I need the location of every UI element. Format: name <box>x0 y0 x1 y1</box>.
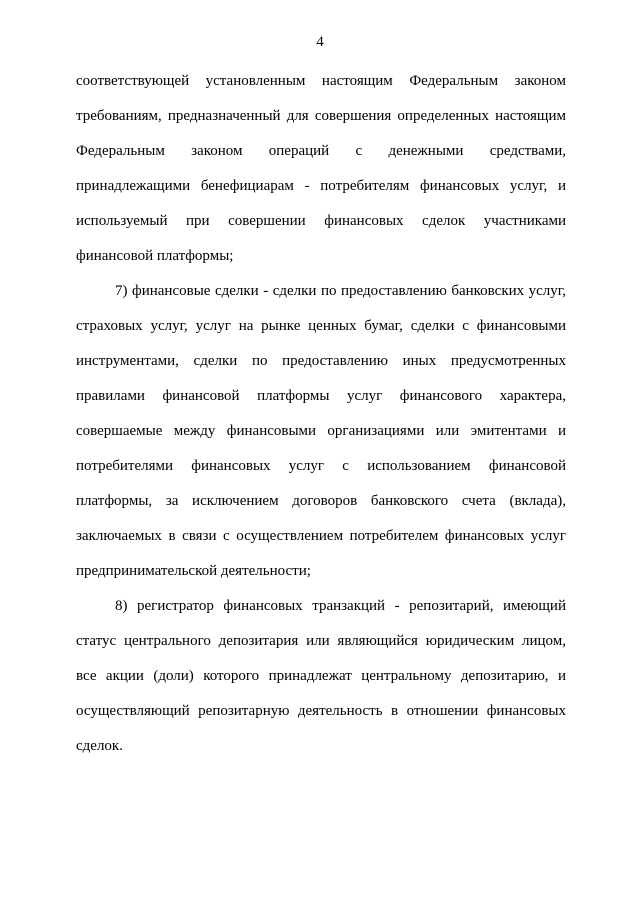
text-line: требованиям, предназначенный для совершения определенных настоящим <box>76 108 566 124</box>
text-line: Федеральным законом операций с денежными средствами, <box>76 143 566 159</box>
text-line: страховых услуг, услуг на рынке ценных бумаг, сделки с финансовыми <box>76 318 566 334</box>
text-line: соответствующей установленным настоящим Федеральным законом <box>76 73 566 89</box>
text-line: инструментами, сделки по предоставлению иных предусмотренных <box>76 353 566 369</box>
text-line: осуществляющий репозитарную деятельность в отношении финансовых <box>76 703 566 719</box>
text-line: заключаемых в связи с осуществлением потребителем финансовых услуг <box>76 528 566 544</box>
text-line: сделок. <box>76 738 123 754</box>
text-line: статус центрального депозитария или являющийся юридическим лицом, <box>76 633 566 649</box>
text-line: финансовой платформы; <box>76 248 234 264</box>
text-line: принадлежащими бенефициарам - потребителям финансовых услуг, и <box>76 178 566 194</box>
text-line: потребителями финансовых услуг с использованием финансовой <box>76 458 566 474</box>
page-number: 4 <box>316 34 324 50</box>
paragraph-7-first-line: 7) финансовые сделки - сделки по предоставлению банковских услуг, <box>115 283 566 299</box>
text-line: правилами финансовой платформы услуг финансового характера, <box>76 388 566 404</box>
text-line: предпринимательской деятельности; <box>76 563 311 579</box>
paragraph-8-first-line: 8) регистратор финансовых транзакций - репозитарий, имеющий <box>115 598 566 614</box>
text-line: платформы, за исключением договоров банковского счета (вклада), <box>76 493 566 509</box>
text-line: все акции (доли) которого принадлежат центральному депозитарию, и <box>76 668 566 684</box>
text-line: используемый при совершении финансовых сделок участниками <box>76 213 566 229</box>
text-line: совершаемые между финансовыми организациями или эмитентами и <box>76 423 566 439</box>
